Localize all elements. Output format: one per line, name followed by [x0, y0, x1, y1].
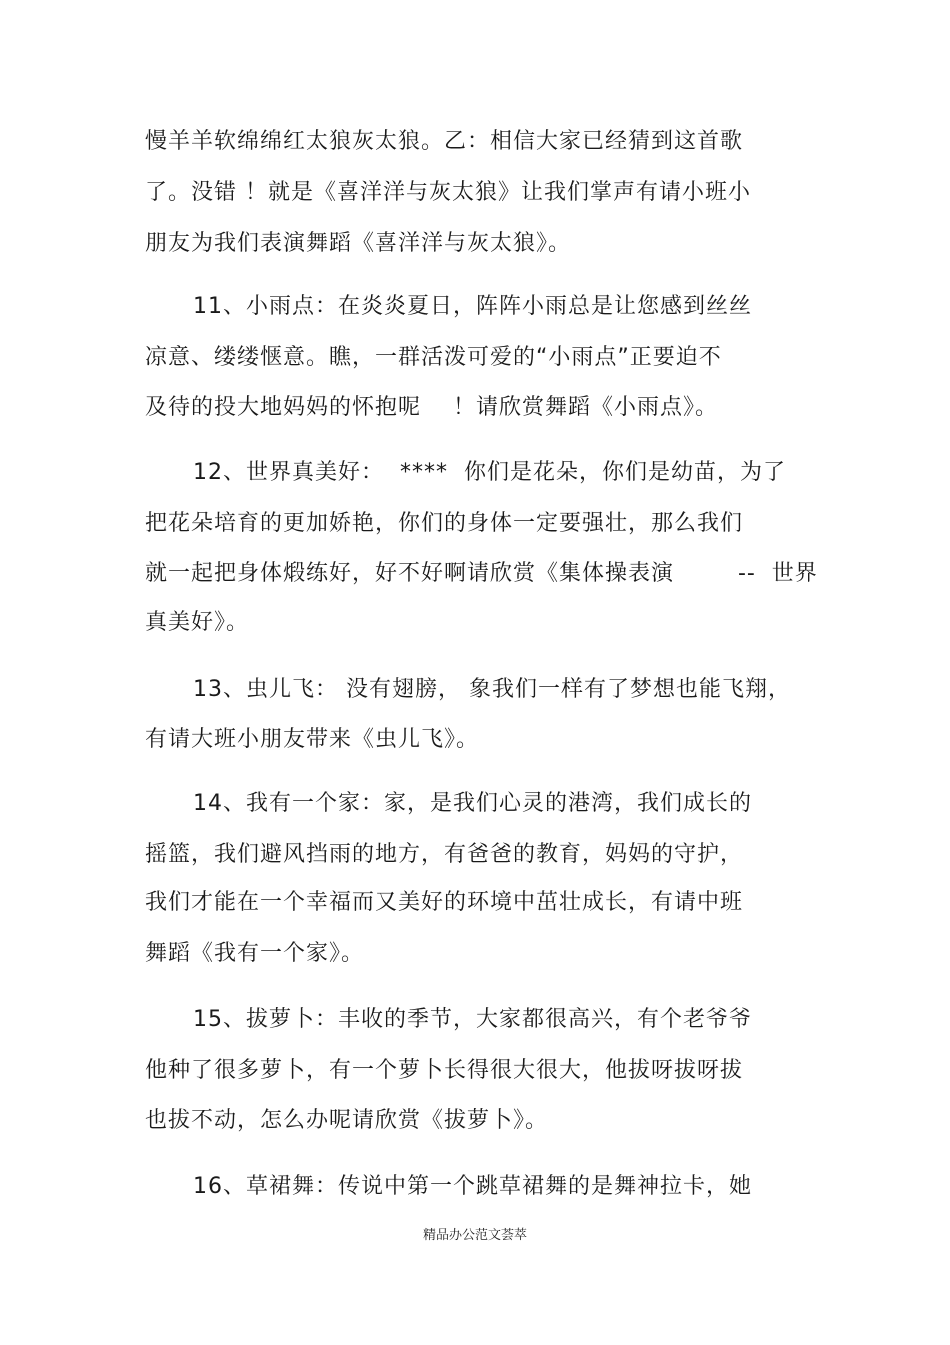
text-line: 14、我有一个家：家，是我们心灵的港湾，我们成长的: [193, 791, 752, 816]
page-footer: 精品办公范文荟萃: [422, 1228, 527, 1243]
text-line: 他种了很多萝卜，有一个萝卜长得很大很大，他拔呀拔呀拔: [145, 1058, 744, 1083]
text-line: 及待的投大地妈妈的怀抱呢 ！请欣赏舞蹈《小雨点》。: [145, 395, 718, 420]
text-line: 把花朵培育的更加娇艳，你们的身体一定要强壮，那么我们: [145, 511, 744, 536]
text-line: 舞蹈《我有一个家》。: [145, 941, 365, 966]
text-line: 凉意、缕缕惬意。瞧，一群活泼可爱的“小雨点”正要迫不: [145, 345, 722, 370]
text-line: 摇篮，我们避风挡雨的地方，有爸爸的教育，妈妈的守护，: [145, 842, 744, 867]
text-line: 真美好》。: [145, 610, 250, 635]
text-line: 16、草裙舞：传说中第一个跳草裙舞的是舞神拉卡，她: [193, 1174, 752, 1199]
text-line: 11、小雨点：在炎炎夏日，阵阵小雨总是让您感到丝丝: [193, 294, 752, 319]
text-line: 朋友为我们表演舞蹈《喜洋洋与灰太狼》。: [145, 231, 572, 256]
text-line: 就一起把身体煅练好，好不好啊请欣赏《集体操表演 -- 世界: [145, 561, 818, 586]
text-line: 12、世界真美好： **** 你们是花朵，你们是幼苗，为了: [193, 460, 786, 485]
text-line: 13、虫儿飞： 没有翅膀， 象我们一样有了梦想也能飞翔，: [193, 677, 791, 702]
text-line: 也拔不动，怎么办呢请欣赏《拔萝卜》。: [145, 1108, 549, 1133]
text-line: 了。没错 ！就是《喜洋洋与灰太狼》让我们掌声有请小班小: [145, 180, 751, 205]
text-line: 有请大班小朋友带来《虫儿飞》。: [145, 727, 480, 752]
text-line: 我们才能在一个幸福而又美好的环境中茁壮成长，有请中班: [145, 890, 744, 915]
text-line: 15、拔萝卜：丰收的季节，大家都很高兴，有个老爷爷: [193, 1007, 752, 1032]
text-line: 慢羊羊软绵绵红太狼灰太狼。乙：相信大家已经猜到这首歌: [145, 129, 744, 154]
